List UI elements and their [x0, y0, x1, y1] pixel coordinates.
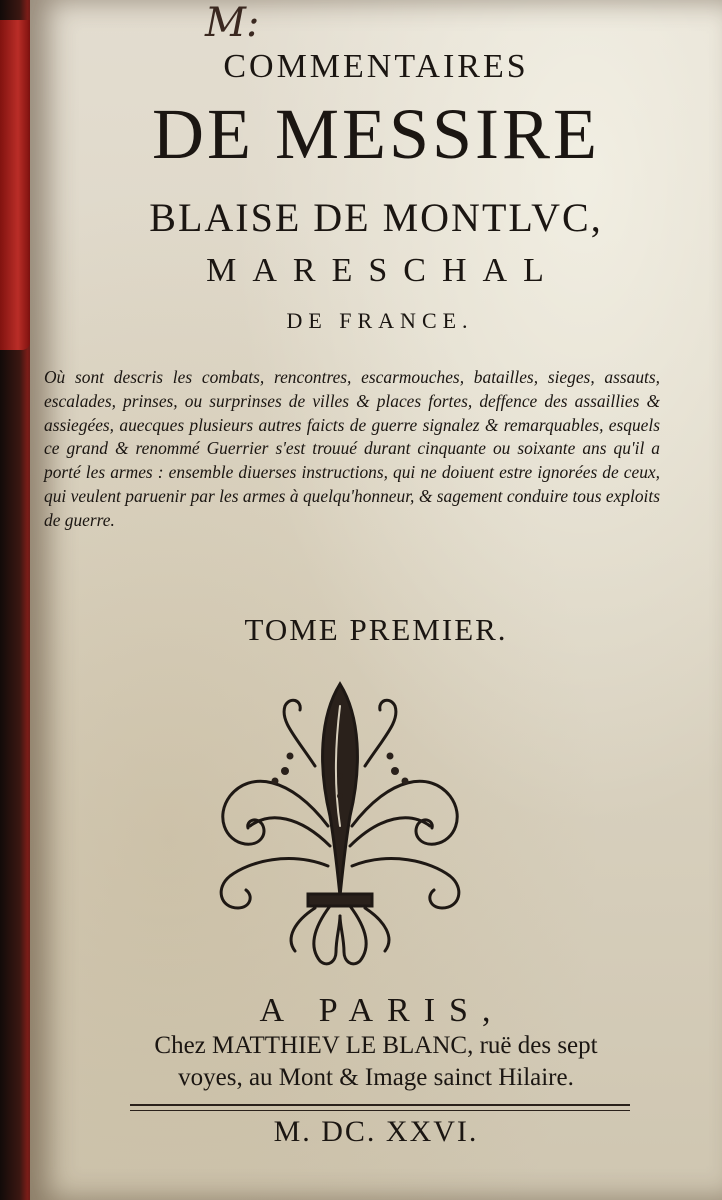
publisher-line-2: voyes, au Mont & Image sainct Hilaire.	[178, 1064, 574, 1091]
author-title: MARESCHAL	[206, 252, 560, 289]
imprint-year: M. DC. XXVI.	[273, 1115, 479, 1148]
red-ribbon-marker	[0, 20, 30, 350]
title-page	[30, 0, 722, 1200]
publisher-line-1: Chez MATTHIEV LE BLANC, ruë des sept	[154, 1032, 598, 1059]
imprint-place: A PARIS,	[259, 992, 505, 1029]
divider-rule-thin	[130, 1110, 630, 1111]
imprint-publisher	[30, 1030, 722, 1094]
author-name: BLAISE DE MONTLVC,	[149, 195, 603, 240]
volume-label: TOME PREMIER.	[244, 612, 508, 647]
manuscript-mark: M:	[205, 0, 260, 46]
title-line-commentaires: COMMENTAIRES	[223, 48, 529, 85]
description-paragraph: Où sont descris les combats, rencontres, escarmouches, batailles, sieges, assauts, escalades, prinses, ou surprinses de villes & places fortes, deffence des assaillies & assiegées, auecques plusieurs autres faicts de guerre signalez & remarquables, esquels ce grand & renommé Guerrier s'est trouué durant cinquante ou soixante ans qu'il a porté les armes : ensemble diuerses instructions, qui ne doiuent estre ignorées de ceux, qui veulent paruenir par les armes à quelqu'honneur, & sagement conduire tous exploits de guerre.	[44, 367, 660, 530]
title-line-de-messire: DE MESSIRE	[151, 94, 601, 174]
author-title-country: DE FRANCE.	[286, 308, 474, 333]
divider-rule	[130, 1104, 630, 1106]
fleur-de-lis-ornament	[190, 676, 490, 976]
